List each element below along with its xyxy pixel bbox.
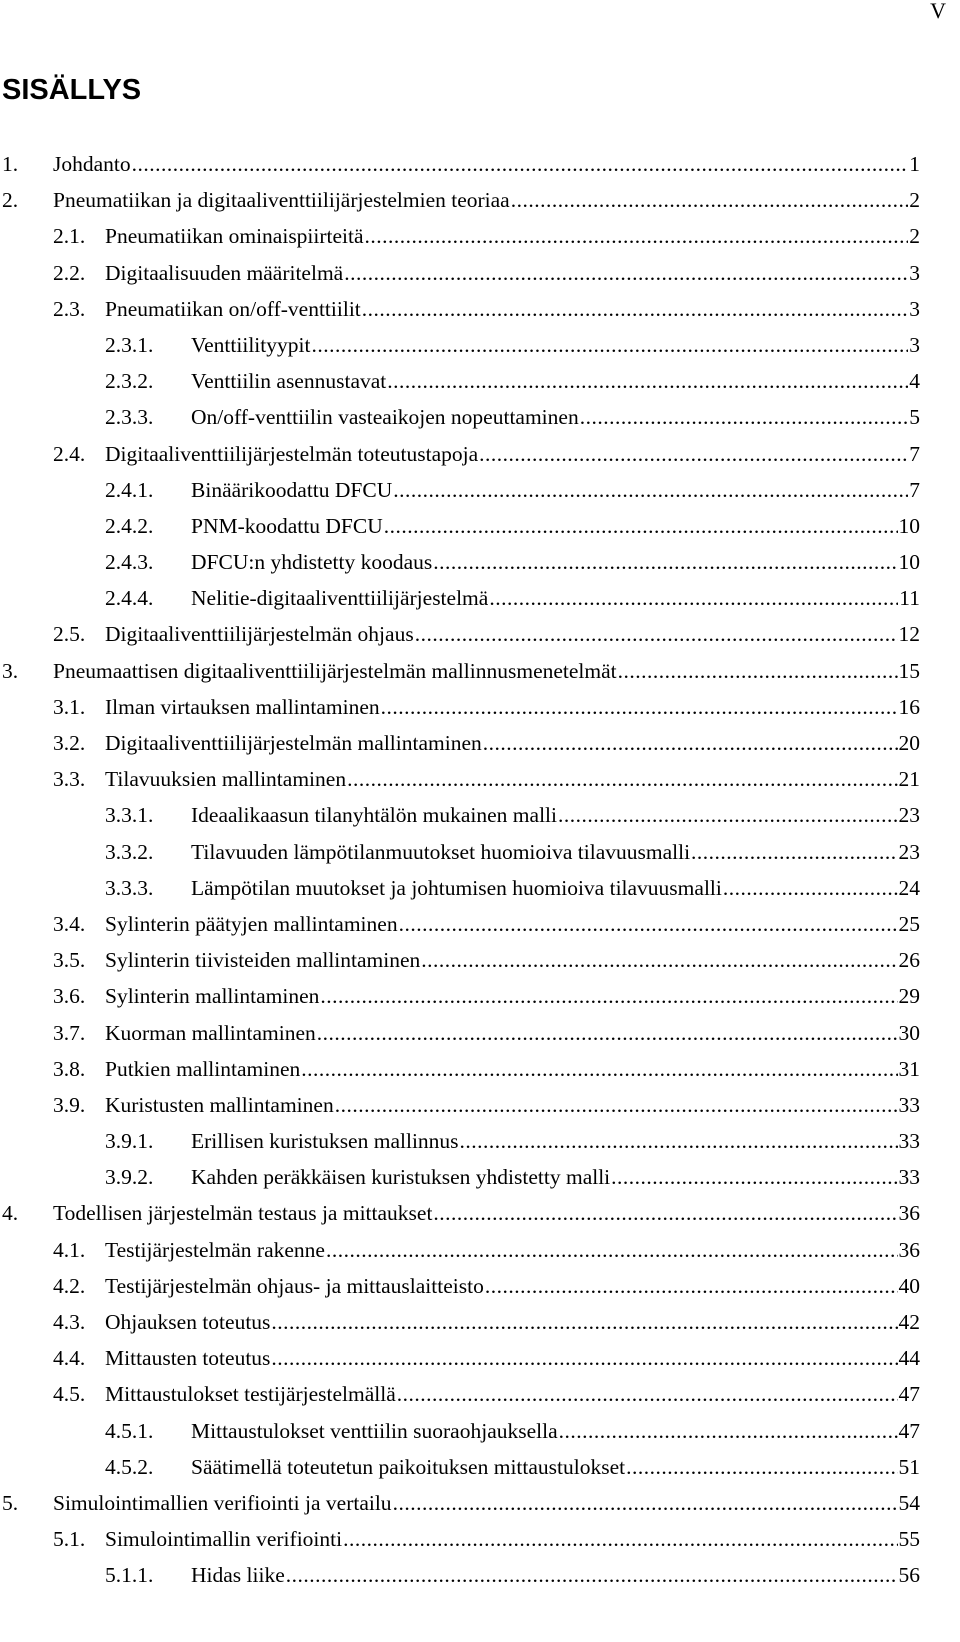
toc-entry-label: Nelitie-digitaaliventtiilijärjestelmä xyxy=(191,586,489,611)
toc-entry-number: 3.9. xyxy=(53,1092,86,1117)
toc-entry-page: 21 xyxy=(898,767,920,792)
toc-entry-label: Mittaustulokset testijärjestelmällä xyxy=(105,1382,396,1407)
page-title: SISÄLLYS xyxy=(2,74,142,106)
toc-entry[interactable] xyxy=(0,586,920,622)
toc-entry-line xyxy=(105,1274,920,1298)
toc-entry-label: Testijärjestelmän rakenne xyxy=(105,1237,325,1262)
toc-entry[interactable] xyxy=(0,1201,920,1237)
toc-entry-number: 5.1. xyxy=(53,1527,86,1552)
toc-entry[interactable] xyxy=(0,152,920,188)
toc-entry-page: 3 xyxy=(909,332,920,357)
toc-entry[interactable] xyxy=(0,622,920,658)
toc-entry-line xyxy=(53,188,920,212)
toc-entry[interactable] xyxy=(0,1491,920,1527)
toc-dot-leader xyxy=(415,622,898,646)
toc-entry-line xyxy=(191,478,920,502)
toc-entry[interactable] xyxy=(0,1310,920,1346)
toc-entry-number: 2.5. xyxy=(53,622,86,647)
toc-dot-leader xyxy=(286,1563,898,1587)
toc-entry[interactable] xyxy=(0,876,920,912)
toc-dot-leader xyxy=(399,912,898,936)
toc-entry[interactable] xyxy=(0,984,920,1020)
toc-entry-label: Kuorman mallintaminen xyxy=(105,1020,316,1045)
toc-entry[interactable] xyxy=(0,731,920,767)
toc-entry-label: PNM-koodattu DFCU xyxy=(191,513,383,538)
toc-entry-line xyxy=(105,767,920,791)
toc-entry-label: Binäärikoodattu DFCU xyxy=(191,477,393,502)
toc-dot-leader xyxy=(433,550,897,574)
toc-entry-page: 12 xyxy=(898,622,920,647)
toc-entry-number: 1. xyxy=(2,152,19,176)
toc-entry-number: 3. xyxy=(2,658,19,683)
toc-dot-leader xyxy=(387,369,908,393)
toc-entry[interactable] xyxy=(0,261,920,297)
toc-dot-leader xyxy=(381,695,898,719)
toc-entry-number: 3.4. xyxy=(53,911,86,936)
toc-entry-number: 4. xyxy=(2,1201,19,1226)
toc-dot-leader xyxy=(489,586,898,610)
toc-entry-line xyxy=(105,297,920,321)
toc-entry-line xyxy=(191,550,920,574)
toc-entry[interactable] xyxy=(0,442,920,478)
toc-entry-line xyxy=(191,333,920,357)
toc-entry[interactable] xyxy=(0,1419,920,1455)
toc-entry-number: 2.3.3. xyxy=(105,405,154,430)
toc-entry-number: 2.4.2. xyxy=(105,513,154,538)
toc-entry[interactable] xyxy=(0,224,920,260)
toc-entry-page: 23 xyxy=(898,803,920,828)
toc-entry-label: Pneumatiikan ja digitaaliventtiilijärjestelmien teoriaa xyxy=(53,188,510,213)
toc-entry-page: 16 xyxy=(898,694,920,719)
toc-entry-number: 2.4.4. xyxy=(105,586,154,611)
toc-entry-number: 4.5. xyxy=(53,1382,86,1407)
toc-dot-leader xyxy=(362,297,908,321)
toc-entry-label: Testijärjestelmän ohjaus- ja mittauslaitteisto xyxy=(105,1273,484,1298)
toc-entry-line xyxy=(105,1093,920,1117)
toc-entry-line xyxy=(105,1310,920,1334)
toc-entry-page: 30 xyxy=(898,1020,920,1045)
toc-entry-page: 55 xyxy=(898,1527,920,1552)
toc-entry[interactable] xyxy=(0,659,920,695)
toc-entry-line xyxy=(105,1238,920,1262)
toc-entry-label: Erillisen kuristuksen mallinnus xyxy=(191,1129,459,1154)
toc-entry-number: 4.1. xyxy=(53,1237,86,1262)
toc-entry-label: Venttiilin asennustavat xyxy=(191,369,387,394)
toc-entry-label: Digitaalisuuden määritelmä xyxy=(105,260,344,285)
toc-entry[interactable] xyxy=(0,297,920,333)
toc-entry-number: 2.1. xyxy=(53,224,86,249)
toc-entry-label: Tilavuuksien mallintaminen xyxy=(105,767,347,792)
toc-dot-leader xyxy=(317,1021,898,1045)
toc-entry[interactable] xyxy=(0,333,920,369)
toc-entry-line xyxy=(105,1527,920,1551)
toc-dot-leader xyxy=(511,188,909,212)
toc-entry-label: Ilman virtauksen mallintaminen xyxy=(105,694,380,719)
toc-entry-label: Mittausten toteutus xyxy=(105,1346,271,1371)
toc-entry-label: Simulointimallien verifiointi ja vertailu xyxy=(53,1490,392,1515)
toc-entry-label: Sylinterin päätyjen mallintaminen xyxy=(105,911,398,936)
toc-dot-leader xyxy=(271,1310,897,1334)
toc-entry-page: 3 xyxy=(909,296,920,321)
toc-entry[interactable] xyxy=(0,405,920,441)
toc-entry-label: Mittaustulokset venttiilin suoraohjauksella xyxy=(191,1418,558,1443)
toc-entry-page: 47 xyxy=(898,1418,920,1443)
toc-dot-leader xyxy=(365,224,909,248)
toc-entry-label: Simulointimallin verifiointi xyxy=(105,1527,343,1552)
toc-entry-number: 2.3.1. xyxy=(105,332,154,357)
toc-entry-page: 3 xyxy=(909,260,920,285)
toc-entry-label: On/off-venttiilin vasteaikojen nopeuttaminen xyxy=(191,405,579,430)
toc-entry[interactable] xyxy=(0,767,920,803)
toc-entry-label: Kahden peräkkäisen kuristuksen yhdistetty malli xyxy=(191,1165,611,1190)
toc-dot-leader xyxy=(132,152,909,176)
toc-entry-line xyxy=(53,1491,920,1515)
toc-entry[interactable] xyxy=(0,1021,920,1057)
toc-entry-number: 3.3.3. xyxy=(105,875,154,900)
toc-dot-leader xyxy=(559,1419,898,1443)
toc-entry-page: 10 xyxy=(898,513,920,538)
toc-entry-label: Putkien mallintaminen xyxy=(105,1056,301,1081)
toc-entry-label: Johdanto xyxy=(53,152,131,176)
toc-entry-line xyxy=(53,152,920,176)
toc-entry-page: 31 xyxy=(898,1056,920,1081)
toc-entry-page: 51 xyxy=(898,1454,920,1479)
toc-entry-line xyxy=(191,1563,920,1587)
toc-dot-leader xyxy=(421,948,897,972)
toc-entry-label: Pneumatiikan ominaispiirteitä xyxy=(105,224,364,249)
toc-dot-leader xyxy=(397,1382,898,1406)
toc-dot-leader xyxy=(301,1057,897,1081)
toc-dot-leader xyxy=(485,1274,898,1298)
toc-entry-number: 2.4. xyxy=(53,441,86,466)
toc-entry[interactable] xyxy=(0,1165,920,1201)
toc-entry-label: Hidas liike xyxy=(191,1563,285,1588)
toc-entry-line xyxy=(105,1382,920,1406)
toc-entry[interactable] xyxy=(0,1382,920,1418)
toc-entry-page: 33 xyxy=(898,1165,920,1190)
toc-entry-number: 4.4. xyxy=(53,1346,86,1371)
toc-entry-number: 3.3. xyxy=(53,767,86,792)
toc-entry-number: 4.2. xyxy=(53,1273,86,1298)
toc-entry-line xyxy=(53,1201,920,1225)
toc-dot-leader xyxy=(723,876,898,900)
toc-entry-line xyxy=(191,369,920,393)
toc-entry-label: Pneumaattisen digitaaliventtiilijärjestelmän mallinnusmenetelmät xyxy=(53,658,617,683)
toc-entry-number: 3.3.2. xyxy=(105,839,154,864)
toc-entry[interactable] xyxy=(0,1274,920,1310)
toc-entry-page: 24 xyxy=(898,875,920,900)
toc-entry-number: 3.9.2. xyxy=(105,1165,154,1190)
toc-entry-page: 7 xyxy=(909,477,920,502)
toc-entry-page: 25 xyxy=(898,911,920,936)
toc-entry-page: 33 xyxy=(898,1129,920,1154)
toc-entry-label: Sylinterin tiivisteiden mallintaminen xyxy=(105,948,421,973)
toc-entry-page: 56 xyxy=(898,1563,920,1588)
toc-entry-label: Kuristusten mallintaminen xyxy=(105,1092,334,1117)
toc-dot-leader xyxy=(384,514,898,538)
toc-entry-line xyxy=(53,659,920,683)
toc-dot-leader xyxy=(483,731,898,755)
toc-entry-line xyxy=(105,695,920,719)
toc-entry-page: 42 xyxy=(898,1310,920,1334)
toc-entry-line xyxy=(191,514,920,538)
toc-entry[interactable] xyxy=(0,1527,920,1563)
toc-entry-number: 2.2. xyxy=(53,260,86,285)
toc-entry-line xyxy=(105,1021,920,1045)
toc-entry-label: DFCU:n yhdistetty koodaus xyxy=(191,550,433,575)
toc-entry-number: 2. xyxy=(2,188,19,213)
toc-entry-number: 2.3.2. xyxy=(105,369,154,394)
toc-dot-leader xyxy=(320,984,897,1008)
toc-entry-page: 15 xyxy=(898,658,920,683)
toc-entry-number: 3.8. xyxy=(53,1056,86,1081)
toc-entry-label: Pneumatiikan on/off-venttiilit xyxy=(105,296,361,321)
toc-entry-label: Tilavuuden lämpötilanmuutokset huomioiva tilavuusmalli xyxy=(191,839,691,864)
toc-entry-number: 4.3. xyxy=(53,1310,86,1334)
toc-entry-page: 33 xyxy=(898,1092,920,1117)
toc-entry[interactable] xyxy=(0,803,920,839)
toc-entry[interactable] xyxy=(0,840,920,876)
toc-dot-leader xyxy=(393,1491,898,1515)
toc-entry-line xyxy=(191,586,920,610)
toc-entry-number: 3.3.1. xyxy=(105,803,154,828)
toc-entry-page: 54 xyxy=(898,1490,920,1515)
toc-dot-leader xyxy=(433,1201,897,1225)
toc-entry-number: 4.5.1. xyxy=(105,1418,154,1443)
toc-entry-number: 3.2. xyxy=(53,731,86,755)
toc-entry-page: 1 xyxy=(909,152,920,176)
toc-entry-number: 3.6. xyxy=(53,984,86,1009)
toc-entry-label: Sylinterin mallintaminen xyxy=(105,984,320,1009)
toc-entry[interactable] xyxy=(0,1093,920,1129)
toc-dot-leader xyxy=(271,1346,897,1370)
toc-entry[interactable] xyxy=(0,1455,920,1491)
toc-entry-page: 23 xyxy=(898,839,920,864)
toc-entry-number: 3.5. xyxy=(53,948,86,973)
toc-entry-line xyxy=(191,876,920,900)
toc-entry-page: 4 xyxy=(909,369,920,394)
table-of-contents xyxy=(0,152,920,1600)
toc-entry-label: Säätimellä toteutetun paikoituksen mittaustulokset xyxy=(191,1454,626,1479)
toc-entry[interactable] xyxy=(0,948,920,984)
toc-entry-line xyxy=(105,912,920,936)
toc-dot-leader xyxy=(335,1093,898,1117)
toc-entry-label: Ideaalikaasun tilanyhtälön mukainen malli xyxy=(191,803,557,828)
toc-entry-label: Ohjauksen toteutus xyxy=(105,1310,271,1334)
toc-entry[interactable] xyxy=(0,514,920,550)
toc-entry[interactable] xyxy=(0,1563,920,1599)
toc-entry[interactable] xyxy=(0,1238,920,1274)
toc-dot-leader xyxy=(558,803,898,827)
toc-entry-number: 3.9.1. xyxy=(105,1129,154,1154)
toc-entry-page: 44 xyxy=(898,1346,920,1371)
toc-dot-leader xyxy=(393,478,908,502)
toc-entry-line xyxy=(105,948,920,972)
toc-dot-leader xyxy=(326,1238,898,1262)
toc-entry-line xyxy=(105,224,920,248)
toc-entry-page: 40 xyxy=(898,1273,920,1298)
toc-entry[interactable] xyxy=(0,1346,920,1382)
toc-dot-leader xyxy=(343,1527,897,1551)
toc-entry-page: 26 xyxy=(898,948,920,973)
toc-entry-line xyxy=(105,442,920,466)
toc-entry-number: 2.4.1. xyxy=(105,477,154,502)
toc-entry[interactable] xyxy=(0,550,920,586)
toc-entry-number: 4.5.2. xyxy=(105,1454,154,1479)
toc-entry-line xyxy=(191,1129,920,1153)
toc-dot-leader xyxy=(479,442,908,466)
toc-entry[interactable] xyxy=(0,478,920,514)
toc-entry-line xyxy=(191,1455,920,1479)
toc-dot-leader xyxy=(626,1455,897,1479)
toc-entry-line xyxy=(105,731,920,755)
toc-entry-label: Digitaaliventtiilijärjestelmän toteutustapoja xyxy=(105,441,479,466)
page-number: V xyxy=(930,0,946,23)
toc-entry-page: 10 xyxy=(898,550,920,575)
toc-entry-page: 20 xyxy=(898,731,920,755)
toc-entry-page: 11 xyxy=(899,586,920,611)
toc-entry-line xyxy=(191,1165,920,1189)
toc-entry-line xyxy=(191,405,920,429)
toc-dot-leader xyxy=(580,405,909,429)
toc-entry-number: 2.3. xyxy=(53,296,86,321)
toc-entry-label: Venttiilityypit xyxy=(191,332,311,357)
toc-entry-line xyxy=(105,622,920,646)
toc-entry-line xyxy=(105,984,920,1008)
toc-entry-page: 7 xyxy=(909,441,920,466)
toc-entry-line xyxy=(105,1346,920,1370)
toc-entry[interactable] xyxy=(0,1129,920,1165)
toc-entry-number: 3.7. xyxy=(53,1020,86,1045)
toc-entry-number: 5. xyxy=(2,1490,19,1515)
toc-entry-page: 2 xyxy=(909,224,920,249)
toc-entry[interactable] xyxy=(0,188,920,224)
toc-entry[interactable] xyxy=(0,1057,920,1093)
toc-dot-leader xyxy=(460,1129,898,1153)
toc-dot-leader xyxy=(611,1165,897,1189)
toc-entry-page: 36 xyxy=(898,1201,920,1226)
toc-entry-line xyxy=(191,1419,920,1443)
toc-entry-line xyxy=(105,261,920,285)
toc-dot-leader xyxy=(344,261,908,285)
toc-entry-label: Digitaaliventtiilijärjestelmän ohjaus xyxy=(105,622,414,647)
toc-dot-leader xyxy=(691,840,897,864)
toc-entry-page: 5 xyxy=(909,405,920,430)
toc-entry-label: Todellisen järjestelmän testaus ja mittaukset xyxy=(53,1201,433,1226)
toc-entry-number: 3.1. xyxy=(53,694,86,719)
toc-entry-label: Lämpötilan muutokset ja johtumisen huomioiva tilavuusmalli xyxy=(191,875,722,900)
toc-entry-label: Digitaaliventtiilijärjestelmän mallintaminen xyxy=(105,731,482,755)
toc-entry-number: 2.4.3. xyxy=(105,550,154,575)
toc-entry-number: 5.1.1. xyxy=(105,1563,154,1588)
toc-dot-leader xyxy=(347,767,897,791)
toc-dot-leader xyxy=(311,333,908,357)
toc-dot-leader xyxy=(618,659,898,683)
toc-entry[interactable] xyxy=(0,912,920,948)
toc-entry-page: 36 xyxy=(898,1237,920,1262)
toc-entry-line xyxy=(191,840,920,864)
toc-entry[interactable] xyxy=(0,369,920,405)
toc-entry-line xyxy=(191,803,920,827)
toc-entry[interactable] xyxy=(0,695,920,731)
toc-entry-page: 47 xyxy=(898,1382,920,1407)
toc-entry-page: 29 xyxy=(898,984,920,1009)
toc-entry-line xyxy=(105,1057,920,1081)
toc-entry-page: 2 xyxy=(909,188,920,213)
